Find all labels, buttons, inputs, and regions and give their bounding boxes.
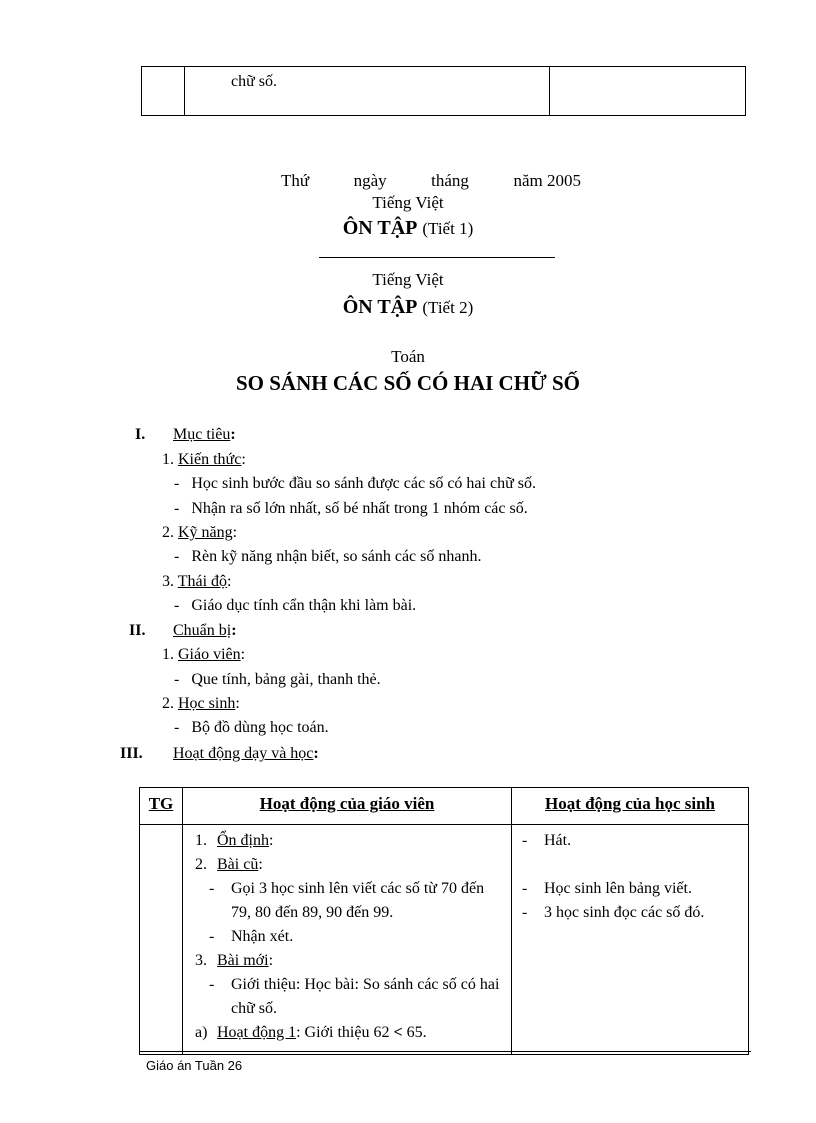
teacher-activities	[183, 825, 512, 1055]
teacher-item-3-sub-1: - Giới thiệu: Học bài: So sánh các số có hai chữ số.	[209, 976, 500, 1017]
s1b-colon: :	[232, 524, 238, 541]
activity-1-sign: <	[393, 1024, 403, 1041]
teacher-item-3-title: Bài mới	[217, 952, 269, 969]
student-item-3-text: 3 học sinh đọc các số đó.	[544, 904, 705, 921]
table-row	[140, 825, 749, 1055]
section2-title: Chuẩn bị	[173, 622, 232, 639]
teacher-item-3-colon: :	[268, 952, 274, 969]
section1-title: Mục tiêu	[173, 426, 231, 443]
section3-num: III.	[120, 745, 143, 762]
teacher-item-3	[195, 949, 505, 973]
tg-cell	[142, 67, 185, 116]
lesson-separator	[319, 257, 555, 258]
teacher-item-2	[195, 853, 505, 877]
s2a-item-1-text: Que tính, bảng gài, thanh thẻ.	[191, 671, 381, 688]
date-year: 2005	[546, 171, 581, 190]
section3-colon: :	[313, 745, 319, 762]
teacher-item-2-colon: :	[258, 856, 263, 873]
s1a-item-2-text: Nhận ra số lớn nhất, số bé nhất trong 1 nhóm các số.	[191, 500, 528, 517]
teacher-item-2-sub-2-text: Nhận xét.	[231, 928, 294, 945]
s2a-colon: :	[240, 646, 246, 663]
section1-num: I.	[135, 426, 146, 443]
section3-heading	[173, 745, 319, 763]
activity-1-num: a)	[195, 1024, 208, 1041]
tg-cell-body	[140, 825, 183, 1055]
s1a-heading	[162, 451, 246, 469]
s2b-item-1: - Bộ đồ dùng học toán.	[174, 719, 329, 736]
s1c-heading	[162, 573, 232, 591]
top-table-fragment	[141, 66, 746, 116]
header-tg	[140, 788, 183, 825]
s1a-item-1: - Học sinh bước đầu so sánh được các số có hai chữ số.	[174, 475, 536, 492]
teacher-item-2-num: 2.	[195, 856, 207, 873]
s2b-item-1-text: Bộ đồ dùng học toán.	[191, 719, 329, 736]
s1c-title: Thái độ	[177, 573, 228, 590]
activity-table	[139, 787, 749, 1055]
section1-heading	[173, 426, 236, 444]
student-item-1-text: Hát.	[544, 832, 572, 849]
section3-title: Hoạt động dạy và học	[173, 745, 314, 762]
teacher-item-2-title: Bài cũ	[217, 856, 259, 873]
header-teacher	[183, 788, 512, 825]
lesson2-sub: (Tiết 2)	[422, 298, 474, 317]
teacher-item-1-title: Ổn định	[217, 832, 269, 849]
lesson3-subject: Toán	[391, 347, 425, 366]
student-item-2: - Học sinh lên bảng viết.	[522, 880, 692, 897]
s2b-heading	[162, 695, 240, 713]
student-item-3: - 3 học sinh đọc các số đó.	[522, 904, 705, 921]
header-student	[512, 788, 749, 825]
date-ngay: ngày	[353, 171, 387, 190]
lesson3-title: SO SÁNH CÁC SỐ CÓ HAI CHỮ SỐ	[235, 371, 581, 395]
s1a-num: 1.	[162, 451, 174, 468]
activity-1-title: Hoạt động 1	[217, 1024, 297, 1041]
s1a-item-2: - Nhận ra số lớn nhất, số bé nhất trong 1 nhóm các số.	[174, 500, 528, 517]
s1c-colon: :	[227, 573, 232, 590]
s2b-num: 2.	[162, 695, 174, 712]
header-student-text: Hoạt động của học sinh	[544, 794, 716, 813]
lesson2-title	[0, 296, 816, 319]
activity-1-text: : Giới thiệu 62	[296, 1024, 394, 1041]
s1b-item-1-text: Rèn kỹ năng nhận biết, so sánh các số nhanh.	[191, 548, 482, 565]
section2-heading	[173, 622, 237, 640]
s2a-heading	[162, 646, 245, 664]
s2a-title: Giáo viên	[178, 646, 241, 663]
s1b-num: 2.	[162, 524, 174, 541]
section2-colon: :	[231, 622, 237, 639]
s1b-title: Kỹ năng	[178, 524, 233, 541]
teacher-item-1	[195, 829, 505, 853]
s1c-num: 3.	[162, 573, 174, 590]
teacher-item-1-colon: :	[269, 832, 274, 849]
table-header-row	[140, 788, 749, 825]
teacher-item-3-num: 3.	[195, 952, 207, 969]
s2a-num: 1.	[162, 646, 174, 663]
teacher-item-1-num: 1.	[195, 832, 207, 849]
teacher-item-3-sub-1-text: Giới thiệu: Học bài: So sánh các số có hai chữ số.	[231, 976, 500, 1017]
date-nam: năm	[513, 171, 543, 190]
teacher-cell: chữ số.	[185, 67, 550, 116]
student-activities	[512, 825, 749, 1055]
s1a-title: Kiến thức	[178, 451, 242, 468]
teacher-item-2-sub-1: - Gọi 3 học sinh lên viết các số từ 70 đến 79, 80 đến 89, 90 đến 99.	[209, 880, 485, 921]
teacher-item-2-sub-1-text: Gọi 3 học sinh lên viết các số từ 70 đến 79, 80 đến 89, 90 đến 99.	[231, 880, 485, 921]
student-item-1: - Hát.	[522, 832, 572, 849]
footer-rule	[139, 1051, 751, 1052]
date-thu: Thứ	[281, 171, 310, 190]
activity-1	[195, 1021, 505, 1045]
lesson2-subject: Tiếng Việt	[372, 270, 444, 289]
activity-1-end: 65.	[402, 1024, 427, 1041]
lesson1-subject: Tiếng Việt	[372, 193, 444, 212]
lesson1-title	[0, 217, 816, 240]
student-item-2-text: Học sinh lên bảng viết.	[544, 880, 692, 897]
header-teacher-text: Hoạt động của giáo viên	[259, 794, 435, 813]
student-cell	[550, 67, 746, 116]
date-line	[281, 171, 581, 191]
date-thang: tháng	[431, 171, 469, 190]
s2b-title: Học sinh	[178, 695, 236, 712]
teacher-item-2-sub-2: - Nhận xét.	[209, 928, 294, 945]
lesson1-title-text: ÔN TẬP	[342, 217, 418, 239]
s1b-heading	[162, 524, 237, 542]
page-footer: Giáo án Tuần 26	[146, 1058, 243, 1073]
section2-num: II.	[129, 622, 146, 639]
s1c-item-1: - Giáo dục tính cẩn thận khi làm bài.	[174, 597, 417, 614]
lesson2-title-text: ÔN TẬP	[342, 296, 418, 318]
s2b-colon: :	[235, 695, 240, 712]
s2a-item-1: - Que tính, bảng gài, thanh thẻ.	[174, 671, 381, 688]
lesson1-sub: (Tiết 1)	[422, 219, 474, 238]
s1b-item-1: - Rèn kỹ năng nhận biết, so sánh các số nhanh.	[174, 548, 482, 565]
s1c-item-1-text: Giáo dục tính cẩn thận khi làm bài.	[191, 597, 417, 614]
section1-colon: :	[230, 426, 236, 443]
s1a-item-1-text: Học sinh bước đầu so sánh được các số có hai chữ số.	[191, 475, 536, 492]
header-tg-text: TG	[148, 794, 174, 813]
s1a-colon: :	[241, 451, 246, 468]
